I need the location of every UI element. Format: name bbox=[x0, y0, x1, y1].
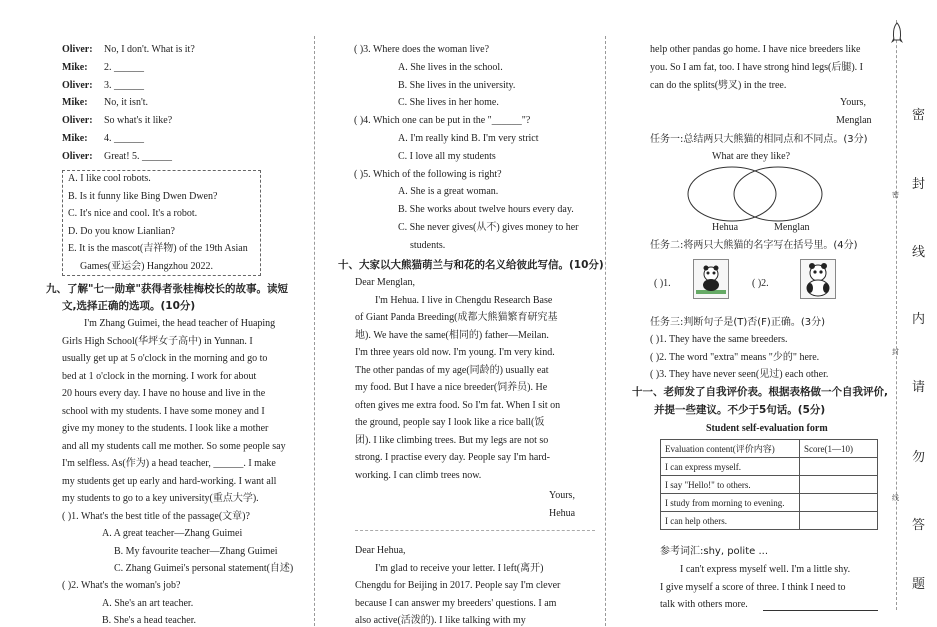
letter-line: also active(活泼的). I like talking with my bbox=[355, 615, 526, 627]
binding-line bbox=[896, 20, 897, 610]
letter-line: the ground, people say I look like a rice ball(饭 bbox=[355, 417, 545, 428]
letter-line: can do the splits(劈叉) in the tree. bbox=[650, 79, 787, 91]
choice-item: B. She works about twelve hours every day. bbox=[398, 204, 574, 216]
true-false-item[interactable]: ( )2. The word "extra" means "少的" here. bbox=[650, 351, 820, 363]
column-divider-right bbox=[605, 36, 606, 626]
venn-diagram bbox=[680, 164, 830, 224]
choice-item: A. She is a great woman. bbox=[398, 186, 499, 198]
letter-line: I'm three years old now. I'm young. I'm very kind. bbox=[355, 347, 555, 358]
rocket-icon bbox=[890, 22, 904, 46]
score-cell[interactable] bbox=[800, 494, 878, 512]
panda-icon-2 bbox=[801, 260, 835, 298]
passage-line: I'm selfless. As(作为) a head teacher, ______. I make bbox=[62, 458, 276, 469]
margin-char: 请 bbox=[912, 380, 926, 395]
sign1-closing: Yours, bbox=[549, 490, 575, 501]
letter-separator bbox=[355, 530, 595, 531]
letter-line: 团). I like climbing trees. But my legs are not so bbox=[355, 434, 549, 446]
margin-char: 题 bbox=[912, 577, 926, 592]
letter-line: of Giant Panda Breeding(成都大熊猫繁育研究基 bbox=[355, 312, 558, 323]
option-item: Games(亚运会) Hangzhou 2022. bbox=[80, 260, 214, 272]
option-item: B. Is it funny like Bing Dwen Dwen? bbox=[68, 190, 218, 202]
sign2-closing: Yours, bbox=[840, 97, 866, 108]
passage-line: usually get up at 5 o'clock in the morning and go to bbox=[62, 353, 268, 364]
table-row bbox=[661, 458, 878, 476]
letter-line: 地). We have the same(相同的) father—Meilan. bbox=[355, 329, 549, 341]
passage-line: 20 hours every day. I have no house and live in the bbox=[62, 388, 266, 399]
answer-line-text: I give myself a score of three. I think I need to bbox=[660, 581, 846, 593]
margin-char: 密 bbox=[912, 108, 926, 123]
dialogue-speaker: Oliver: bbox=[62, 44, 93, 55]
margin-char: 线 bbox=[912, 245, 926, 260]
section9-title-cont: 文,选择正确的选项。(10分) bbox=[62, 300, 196, 312]
choice-item: A. She's an art teacher. bbox=[102, 597, 194, 609]
option-item: E. It is the mascot(吉祥物) of the 19th Asian bbox=[68, 243, 248, 254]
letter-line: help other pandas go home. I have nice breeders like bbox=[650, 44, 861, 55]
margin-char: 内 bbox=[912, 312, 926, 327]
task3: 任务三:判断句子是(T)否(F)正确。(3分) bbox=[650, 317, 825, 328]
choice-item: C. Zhang Guimei's personal statement(自述) bbox=[114, 562, 294, 574]
question-item[interactable]: ( )5. Which of the following is right? bbox=[354, 168, 502, 180]
passage-line: bed at 1 o'clock in the morning. I work for about bbox=[62, 370, 257, 382]
answer-line-text: I can't express myself well. I'm a little shy. bbox=[680, 564, 851, 575]
dialogue-speaker: Oliver: bbox=[62, 150, 93, 162]
dialogue-speaker: Oliver: bbox=[62, 115, 93, 127]
true-false-item[interactable]: ( )1. They have the same breeders. bbox=[650, 334, 788, 345]
task2-item-2[interactable]: ( )2. bbox=[752, 278, 769, 289]
question-item[interactable]: ( )4. Which one can be put in the "______"? bbox=[354, 115, 531, 127]
dialogue-line: No, it isn't. bbox=[104, 97, 149, 109]
reference-words: 参考词汇:shy, polite ... bbox=[660, 546, 769, 557]
venn-left-label: Hehua bbox=[712, 222, 739, 233]
choice-item: B. My favourite teacher—Zhang Guimei bbox=[114, 545, 278, 557]
dialogue-speaker: Oliver: bbox=[62, 79, 93, 91]
question-item[interactable]: ( )2. What's the woman's job? bbox=[62, 580, 181, 592]
choice-item: A. She lives in the school. bbox=[398, 61, 503, 73]
choice-item: B. She's a head teacher. bbox=[102, 614, 196, 626]
letter-line: you. So I am fat, too. I have strong hind legs(后腿). I bbox=[650, 61, 864, 73]
table-row bbox=[661, 512, 878, 530]
panda-icon bbox=[694, 260, 728, 298]
margin-small-char: 密 bbox=[892, 191, 899, 199]
dialogue-line: No, I don't. What is it? bbox=[104, 44, 195, 55]
question-item[interactable]: ( )1. What's the best title of the passage(文章)? bbox=[62, 511, 250, 522]
letter-line: Dear Menglan, bbox=[355, 277, 415, 288]
table-cell: I can express myself. bbox=[661, 458, 800, 476]
letter-line: working. I can climb trees now. bbox=[355, 469, 482, 481]
letter-line: I'm glad to receive your letter. I left(离开) bbox=[375, 562, 544, 574]
letter-line: my food. But I have a nice breeder(饲养员). He bbox=[355, 382, 548, 393]
panda-sitting-image bbox=[800, 259, 836, 299]
choice-item: C. She never gives(从不) gives money to her bbox=[398, 222, 579, 233]
table-header-content: Evaluation content(评价内容) bbox=[661, 440, 800, 458]
passage-line: Girls High School(华坪女子高中) in Yunnan. I bbox=[62, 335, 253, 347]
column-divider-left bbox=[314, 36, 315, 626]
section9-title: 九、了解"七一勋章"获得者张桂梅校长的故事。读短 bbox=[46, 283, 288, 295]
margin-char: 勿 bbox=[912, 450, 926, 465]
table-header-score: Score(1—10) bbox=[800, 440, 878, 458]
letter-line: Chengdu for Beijing in 2017. People say I'm clever bbox=[355, 580, 561, 592]
choice-item: students. bbox=[410, 239, 446, 251]
choice-item: A. A great teacher—Zhang Guimei bbox=[102, 528, 243, 540]
venn-question: What are they like? bbox=[712, 151, 791, 162]
form-title: Student self-evaluation form bbox=[706, 423, 828, 434]
option-item: C. It's nice and cool. It's a robot. bbox=[68, 208, 198, 219]
choice-item: A. I'm really kind B. I'm very strict bbox=[398, 133, 539, 144]
answer-line[interactable] bbox=[763, 610, 878, 611]
sign1-name: Hehua bbox=[549, 508, 576, 519]
margin-small-char: 线 bbox=[892, 494, 899, 502]
dialogue-line: So what's it like? bbox=[104, 115, 173, 127]
table-cell: I study from morning to evening. bbox=[661, 494, 800, 512]
true-false-item[interactable]: ( )3. They have never seen(见过) each other. bbox=[650, 369, 829, 381]
dialogue-speaker: Mike: bbox=[62, 97, 88, 109]
score-cell[interactable] bbox=[800, 512, 878, 530]
letter-line: strong. I practise every day. People say I'm hard- bbox=[355, 452, 550, 463]
score-cell[interactable] bbox=[800, 476, 878, 494]
dialogue-line: 2. ______ bbox=[104, 61, 144, 73]
table-header-row bbox=[661, 440, 878, 458]
letter-line: often gives me extra food. So I'm fat. When I sit on bbox=[355, 399, 561, 411]
choice-item: B. She lives in the university. bbox=[398, 79, 516, 91]
sign2-name: Menglan bbox=[836, 115, 872, 126]
passage-line: give my money to the students. I look like a mother bbox=[62, 423, 269, 434]
task2-item-1[interactable]: ( )1. bbox=[654, 278, 671, 289]
letter-line: because I can answer my breeders' questions. I am bbox=[355, 597, 557, 609]
table-cell: I say "Hello!" to others. bbox=[661, 476, 800, 494]
margin-char: 答 bbox=[912, 518, 926, 533]
dialogue-line: Great! 5. ______ bbox=[104, 150, 173, 162]
table-row bbox=[661, 476, 878, 494]
choice-item: C. I love all my students bbox=[398, 150, 496, 162]
venn-right-label: Menglan bbox=[774, 222, 810, 233]
letter-line: The other pandas of my age(同龄的) usually eat bbox=[355, 364, 549, 376]
dialogue-speaker: Mike: bbox=[62, 61, 88, 73]
panda-climbing-image bbox=[693, 259, 729, 299]
option-item: D. Do you know Lianlian? bbox=[68, 225, 175, 237]
self-evaluation-table bbox=[660, 439, 878, 530]
choice-item: C. She lives in her home. bbox=[398, 97, 499, 109]
dialogue-line: 3. ______ bbox=[104, 79, 144, 91]
task1: 任务一:总结两只大熊猫的相同点和不同点。(3分) bbox=[650, 134, 868, 145]
passage-line: I'm Zhang Guimei, the head teacher of Huaping bbox=[84, 318, 276, 329]
section11-title-cont: 并提一些建议。不少于5句话。(5分) bbox=[654, 404, 826, 416]
option-item: A. I like cool robots. bbox=[68, 173, 151, 184]
letter-line: Dear Hehua, bbox=[355, 545, 406, 556]
section10-title: 十、大家以大熊猫萌兰与和花的名义给彼此写信。(10分) bbox=[338, 259, 604, 271]
score-cell[interactable] bbox=[800, 458, 878, 476]
answer-line-text: talk with others more. bbox=[660, 599, 748, 611]
letter-line: I'm Hehua. I live in Chengdu Research Base bbox=[375, 294, 553, 306]
section11-title: 十一、老师发了自我评价表。根据表格做一个自我评价, bbox=[632, 386, 888, 398]
passage-line: school with my students. I have some money and I bbox=[62, 405, 265, 417]
task2: 任务二:将两只大熊猫的名字写在括号里。(4分) bbox=[650, 240, 858, 251]
margin-char: 封 bbox=[912, 177, 926, 192]
passage-line: my students get up early and hard-working. I want all bbox=[62, 475, 277, 487]
dialogue-line: 4. ______ bbox=[104, 133, 144, 144]
question-item[interactable]: ( )3. Where does the woman live? bbox=[354, 44, 490, 55]
dialogue-speaker: Mike: bbox=[62, 133, 88, 144]
table-cell: I can help others. bbox=[661, 512, 800, 530]
passage-line: my students to go to a key university(重点大学). bbox=[62, 493, 259, 504]
table-row bbox=[661, 494, 878, 512]
passage-line: and all my students call me mother. So some people say bbox=[62, 440, 286, 452]
margin-small-char: 封 bbox=[892, 348, 899, 356]
